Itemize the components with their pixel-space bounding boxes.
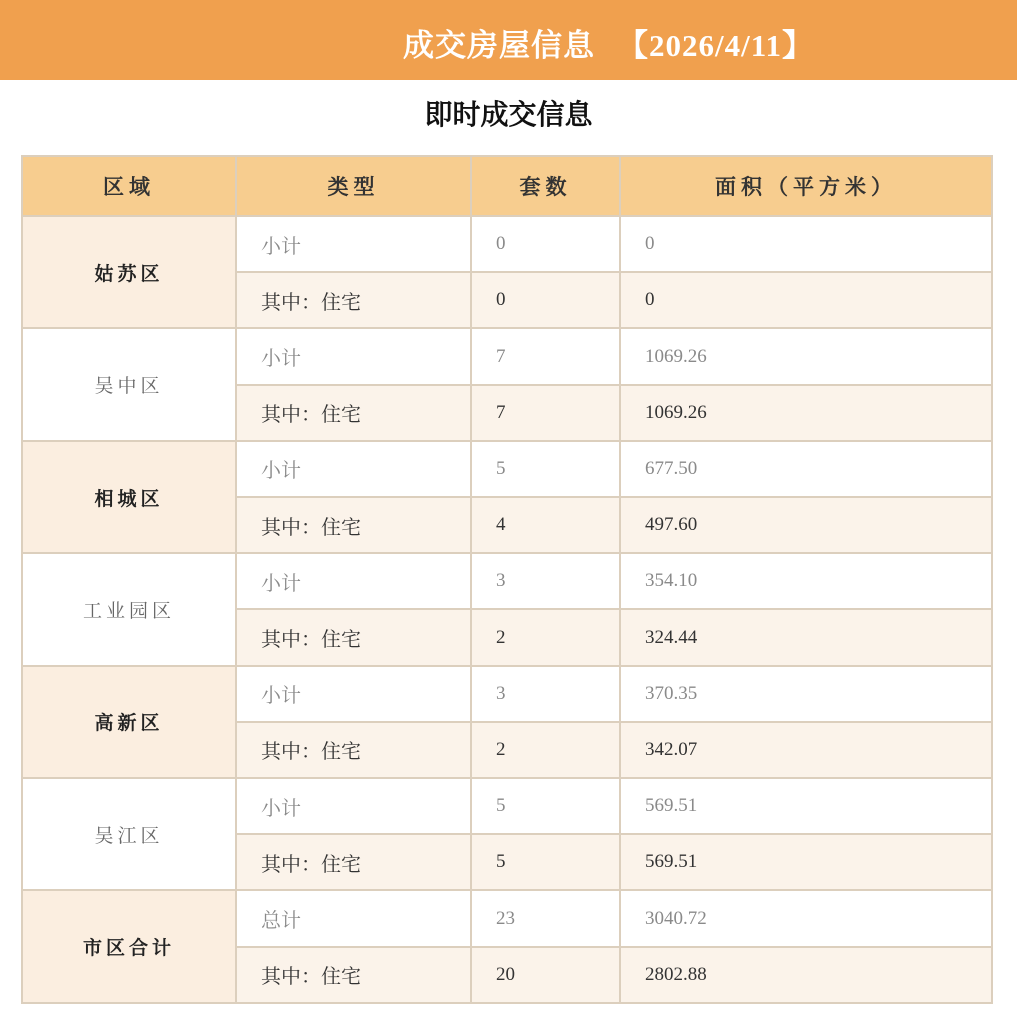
count-cell: 4 — [471, 497, 620, 553]
area-cell: 1069.26 — [620, 328, 992, 384]
area-cell: 324.44 — [620, 609, 992, 665]
type-cell: 其中：住宅 — [236, 385, 471, 441]
table-body — [22, 216, 992, 1003]
area-cell: 569.51 — [620, 778, 992, 834]
type-cell: 小计 — [236, 778, 471, 834]
count-cell: 2 — [471, 722, 620, 778]
section-title: 即时成交信息 — [424, 98, 593, 131]
area-cell: 497.60 — [620, 497, 992, 553]
area-cell: 2802.88 — [620, 947, 992, 1003]
district-cell: 市区合计 — [22, 890, 236, 1003]
transaction-table — [21, 155, 993, 1004]
count-cell: 0 — [471, 272, 620, 328]
district-cell: 吴江区 — [22, 778, 236, 890]
district-cell: 高新区 — [22, 666, 236, 778]
banner-title — [403, 20, 814, 65]
count-cell: 0 — [471, 216, 620, 272]
count-cell: 7 — [471, 328, 620, 384]
count-cell: 5 — [471, 441, 620, 497]
area-cell: 342.07 — [620, 722, 992, 778]
table-header-row — [22, 156, 992, 216]
type-cell: 其中：住宅 — [236, 497, 471, 553]
type-cell: 小计 — [236, 553, 471, 609]
type-cell: 其中：住宅 — [236, 834, 471, 890]
area-cell: 354.10 — [620, 553, 992, 609]
type-cell: 小计 — [236, 216, 471, 272]
area-cell: 3040.72 — [620, 890, 992, 946]
area-cell: 0 — [620, 216, 992, 272]
type-cell: 小计 — [236, 666, 471, 722]
district-cell: 相城区 — [22, 441, 236, 553]
table-row — [22, 890, 992, 946]
count-cell: 23 — [471, 890, 620, 946]
header-banner — [0, 0, 1017, 80]
column-header-area: 面积（平方米） — [620, 156, 992, 216]
type-cell: 小计 — [236, 441, 471, 497]
area-cell: 569.51 — [620, 834, 992, 890]
district-cell: 吴中区 — [22, 328, 236, 440]
type-cell: 小计 — [236, 328, 471, 384]
area-cell: 0 — [620, 272, 992, 328]
area-cell: 370.35 — [620, 666, 992, 722]
count-cell: 20 — [471, 947, 620, 1003]
type-cell: 总计 — [236, 890, 471, 946]
count-cell: 5 — [471, 834, 620, 890]
district-cell: 姑苏区 — [22, 216, 236, 328]
table-row — [22, 666, 992, 722]
type-cell: 其中：住宅 — [236, 722, 471, 778]
table-row — [22, 441, 992, 497]
area-cell: 677.50 — [620, 441, 992, 497]
type-cell: 其中：住宅 — [236, 609, 471, 665]
table-row — [22, 328, 992, 384]
report-date: 【2026/4/11】 — [617, 28, 815, 63]
type-cell: 其中：住宅 — [236, 272, 471, 328]
type-cell: 其中：住宅 — [236, 947, 471, 1003]
area-cell: 1069.26 — [620, 385, 992, 441]
column-header-type: 类型 — [236, 156, 471, 216]
table-row — [22, 216, 992, 272]
district-cell: 工业园区 — [22, 553, 236, 665]
column-header-count: 套数 — [471, 156, 620, 216]
column-header-district: 区域 — [22, 156, 236, 216]
count-cell: 7 — [471, 385, 620, 441]
table-row — [22, 778, 992, 834]
count-cell: 2 — [471, 609, 620, 665]
count-cell: 3 — [471, 553, 620, 609]
count-cell: 3 — [471, 666, 620, 722]
count-cell: 5 — [471, 778, 620, 834]
table-row — [22, 553, 992, 609]
page-title: 成交房屋信息 — [403, 28, 595, 64]
